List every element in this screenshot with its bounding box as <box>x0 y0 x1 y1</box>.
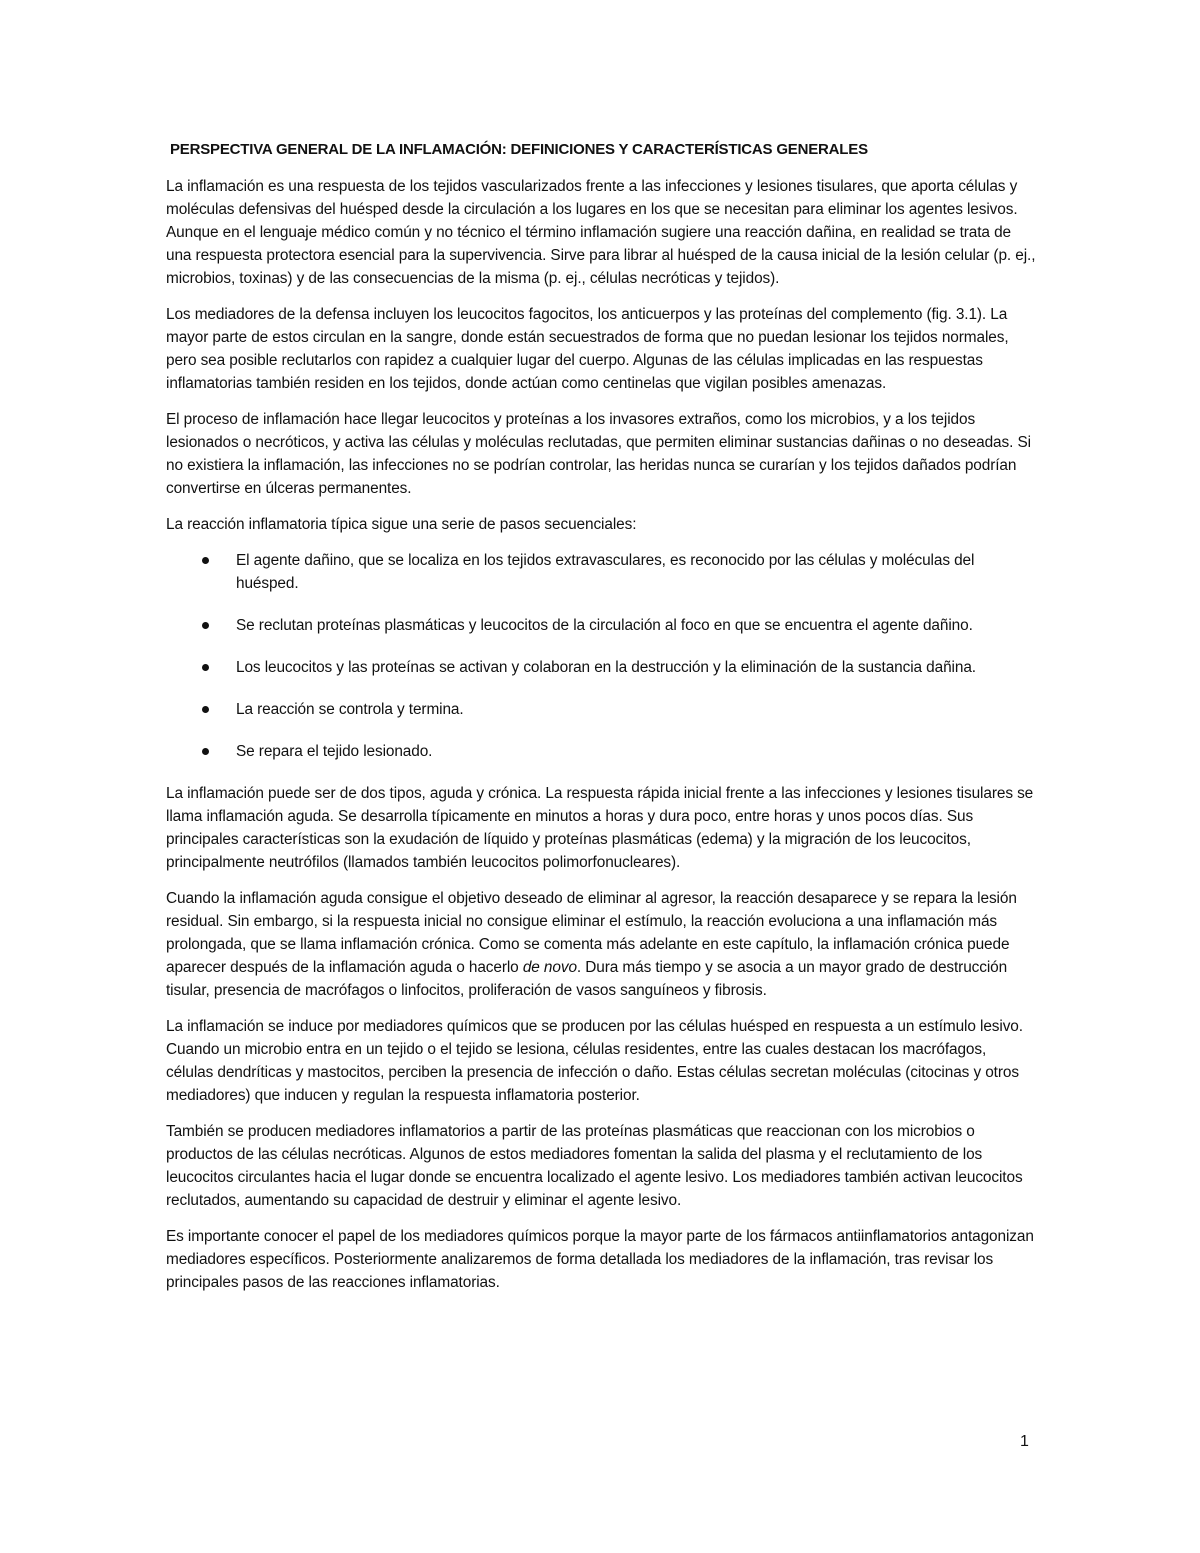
list-item <box>166 698 1036 721</box>
paragraph-mediators: Los mediadores de la defensa incluyen los leucocitos fagocitos, los anticuerpos y las proteínas del complemento (fig. 3.1). La mayor parte de estos circulan en la sangre, donde están secuestrados de forma que no puedan lesionar los tejidos normales, pero sea posible reclutarlos con rapidez a cualquier lugar del cuerpo. Algunas de las células implicadas en las respuestas inflamatorias también residen en los tejidos, donde actúan como centinelas que vigilan posibles amenazas. <box>166 306 1009 392</box>
list-item-text: La reacción se controla y termina. <box>236 701 464 718</box>
page-number: 1 <box>1020 1433 1029 1450</box>
page-title: PERSPECTIVA GENERAL DE LA INFLAMACIÓN: DEFINICIONES Y CARACTERÍSTICAS GENERALES <box>170 141 868 158</box>
list-item-text: El agente dañino, que se localiza en los tejidos extravasculares, es reconocido por las células y moléculas del huésped. <box>236 552 975 592</box>
list-item-text: Se repara el tejido lesionado. <box>236 743 433 760</box>
list-item-text: Se reclutan proteínas plasmáticas y leucocitos de la circulación al foco en que se encuentra el agente dañino. <box>236 617 973 634</box>
list-item <box>166 740 1036 763</box>
paragraph-types: La inflamación puede ser de dos tipos, aguda y crónica. La respuesta rápida inicial frente a las infecciones y lesiones tisulares se llama inflamación aguda. Se desarrolla típicamente en minutos a horas y dura poco, entre horas y unos pocos días. Sus principales características son la exudación de líquido y proteínas plasmáticas (edema) y la migración de los leucocitos, principalmente neutrófilos (llamados también leucocitos polimorfonucleares). <box>166 785 1034 871</box>
steps-list <box>166 549 1036 763</box>
list-item <box>166 549 1036 595</box>
paragraph-chronic-text-start: Cuando la inflamación aguda consigue el objetivo deseado de eliminar al agresor, la reacción desaparece y se repara la lesión residual. Sin embargo, si la respuesta inicial no consigue eliminar el estímulo, la reacción evoluciona a una inflamación más prolongada, que se llama inflamación crónica. Como se comenta más adelante en este capítulo, la inflamación crónica puede aparecer después de la inflamación aguda o hacerlo <box>166 890 1017 976</box>
paragraph-importance: Es importante conocer el papel de los mediadores químicos porque la mayor parte de los fármacos antiinflamatorios antagonizan mediadores específicos. Posteriormente analizaremos de forma detallada los mediadores de la inflamación, tras revisar los principales pasos de las reacciones inflamatorias. <box>166 1228 1034 1291</box>
paragraph-induction: La inflamación se induce por mediadores químicos que se producen por las células huésped en respuesta a un estímulo lesivo. Cuando un microbio entra en un tejido o el tejido se lesiona, células residentes, entre las cuales destacan los macrófagos, células dendríticas y mastocitos, perciben la presencia de infección o daño. Estas células secretan moléculas (citocinas y otros mediadores) que inducen y regulan la respuesta inflamatoria posterior. <box>166 1018 1023 1104</box>
italic-term: de novo <box>522 959 577 976</box>
paragraph-definition: La inflamación es una respuesta de los tejidos vascularizados frente a las infecciones y lesiones tisulares, que aporta células y moléculas defensivas del huésped desde la circulación a los lugares en los que se necesitan para eliminar los agentes lesivos. Aunque en el lenguaje médico común y no técnico el término inflamación sugiere una reacción dañina, en realidad se trata de una respuesta protectora esencial para la supervivencia. Sirve para librar al huésped de la causa inicial de la lesión celular (p. ej., microbios, toxinas) y de las consecuencias de la misma (p. ej., células necróticas y tejidos). <box>166 178 1036 287</box>
paragraph-process: El proceso de inflamación hace llegar leucocitos y proteínas a los invasores extraños, como los microbios, y a los tejidos lesionados o necróticos, y activa las células y moléculas reclutadas, que permiten eliminar sustancias dañinas o no deseadas. Si no existiera la inflamación, las infecciones no se podrían controlar, las heridas nunca se curarían y los tejidos dañados podrían convertirse en úlceras permanentes. <box>166 411 1031 497</box>
paragraph-chronic <box>166 887 1036 1002</box>
paragraph-plasma-mediators: También se producen mediadores inflamatorios a partir de las proteínas plasmáticas que reaccionan con los microbios o productos de las células necróticas. Algunos de estos mediadores fomentan la salida del plasma y el reclutamiento de los leucocitos circulantes hacia el lugar donde se encuentra localizado el agente lesivo. Los mediadores también activan leucocitos reclutados, aumentando su capacidad de destruir y eliminar el agente lesivo. <box>166 1123 1023 1209</box>
bullet-icon <box>202 748 209 755</box>
paragraph-chronic-text-end: . Dura más tiempo y se asocia a un mayor grado de destrucción tisular, presencia de macrófagos o linfocitos, proliferación de vasos sanguíneos y fibrosis. <box>166 959 1008 999</box>
bullet-icon <box>202 706 209 713</box>
document-body <box>166 138 1036 1307</box>
list-item <box>166 656 1036 679</box>
list-item <box>166 614 1036 637</box>
bullet-icon <box>202 557 209 564</box>
list-item-text: Los leucocitos y las proteínas se activan y colaboran en la destrucción y la eliminación de la sustancia dañina. <box>236 659 976 676</box>
bullet-icon <box>202 664 209 671</box>
bullet-icon <box>202 622 209 629</box>
paragraph-steps-intro: La reacción inflamatoria típica sigue una serie de pasos secuenciales: <box>166 516 637 533</box>
